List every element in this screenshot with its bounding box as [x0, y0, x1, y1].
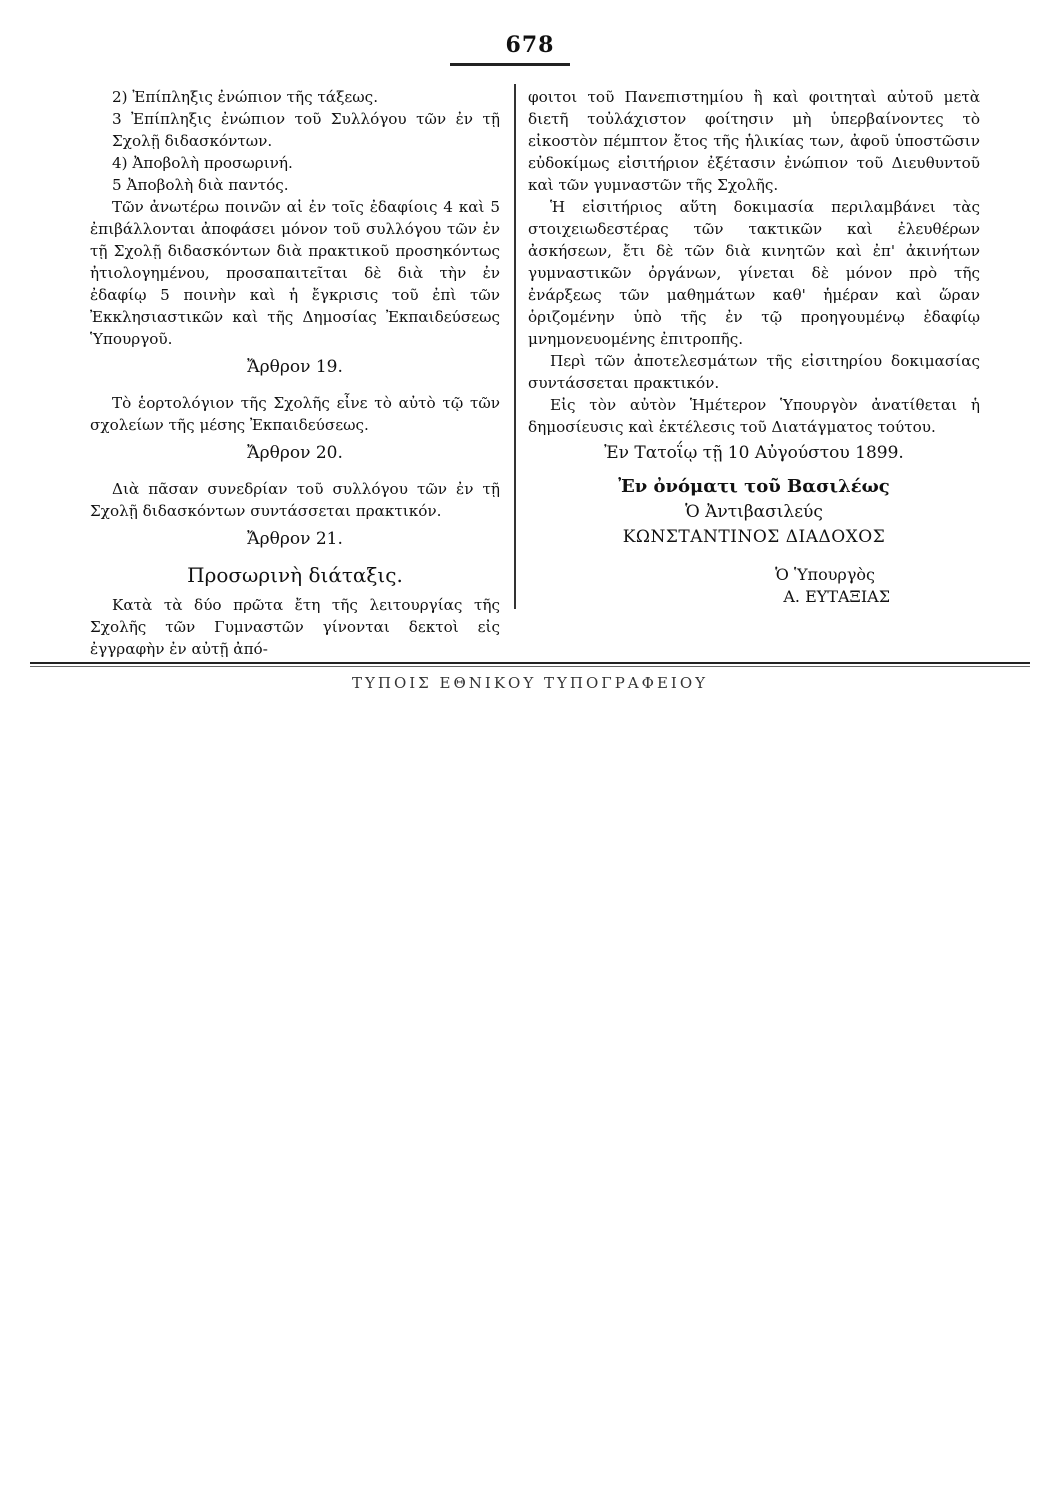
regent-name: ΚΩΝΣΤΑΝΤΙΝΟΣ ΔΙΑΔΟΧΟΣ: [622, 527, 886, 547]
regent-title: Ὁ Ἀντιβασιλεύς: [685, 502, 823, 522]
footer-rule-thin: [30, 666, 1030, 667]
paragraph: Τῶν ἀνωτέρω ποινῶν αἱ ἐν τοῖς ἐδαφίοις 4 καὶ 5 ἐπιβάλλονται ἀποφάσει μόνον τοῦ συλλόγου τῶν ἐν τῇ Σχολῇ διδασκόντων διὰ πρακτικοῦ προσηκόντως ἠτιολογημένου, προσαπαιτεῖται δὲ διὰ τὴν ἐν ἐδαφίῳ 5 ποινὴν καὶ ἡ ἔγκρισις τοῦ ἐπὶ τῶν Ἐκκλησιαστικῶν καὶ τῆς Δημοσίας Ἐκπαιδεύσεως Ὑπουργοῦ.: [90, 198, 500, 348]
minister-label: Ὁ Ὑπουργὸς: [775, 565, 875, 584]
signature-block: [528, 474, 980, 608]
footer-rule: [30, 662, 1030, 664]
paragraph: φοιτοι τοῦ Πανεπιστημίου ἢ καὶ φοιτηταὶ αὐτοῦ μετὰ διετῆ τοὐλάχιστον φοίτησιν μὴ ὑπερβαίνοντες τὸ εἰκοστὸν πέμπτον ἔτος τῆς ἡλικίας των, ἀφοῦ ὑποστῶσιν εὐδοκίμως εἰσιτήριον ἐξέτασιν ἐνώπιον τοῦ Διευθυντοῦ καὶ τῶν γυμναστῶν τῆς Σχολῆς.: [528, 88, 980, 194]
list-item: 3 Ἐπίπληξις ἐνώπιον τοῦ Συλλόγου τῶν ἐν τῇ Σχολῇ διδασκόντων.: [112, 110, 500, 150]
minister-name: Α. ΕΥΤΑΞΙΑΣ: [783, 587, 890, 606]
list-item: 4) Ἀποβολὴ προσωρινή.: [112, 154, 293, 172]
right-column: [528, 86, 980, 608]
in-name-of-king: Ἐν ὀνόματι τοῦ Βασιλέως: [618, 476, 890, 497]
printer-imprint: ΤΥΠΟΙΣ ΕΘΝΙΚΟΥ ΤΥΠΟΓΡΑΦΕΙΟΥ: [351, 674, 709, 692]
paragraph: Περὶ τῶν ἀποτελεσμάτων τῆς εἰσιτηρίου δοκιμασίας συντάσσεται πρακτικόν.: [528, 352, 980, 392]
article-20-title: Ἄρθρον 20.: [247, 443, 343, 463]
date-line: Ἐν Τατοΐῳ τῇ 10 Αὐγούστου 1899.: [604, 443, 904, 463]
paragraph: Τὸ ἑορτολόγιον τῆς Σχολῆς εἶνε τὸ αὐτὸ τῷ τῶν σχολείων τῆς μέσης Ἐκπαιδεύσεως.: [90, 394, 500, 434]
left-column: [90, 86, 500, 660]
list-item: 5 Ἀποβολὴ διὰ παντός.: [112, 176, 289, 194]
article-19-title: Ἄρθρον 19.: [247, 357, 343, 377]
paragraph: Ἡ εἰσιτήριος αὕτη δοκιμασία περιλαμβάνει τὰς στοιχειωδεστέρας τῶν τακτικῶν καὶ ἐλευθέρων ἀσκήσεων, ἔτι δὲ τῶν διὰ κινητῶν καὶ ἐπ' ἀκινήτων γυμναστικῶν ὀργάνων, γίνεται δὲ μόνον πρὸ τῆς ἐνάρξεως τῶν μαθημάτων καθ' ἡμέραν καὶ ὥραν ὁριζομένην ὑπὸ τῆς ἐν τῷ προηγουμένῳ ἐδαφίῳ μνημονευομένης ἐπιτροπῆς.: [528, 198, 980, 348]
paragraph: Κατὰ τὰ δύο πρῶτα ἔτη τῆς λειτουργίας τῆς Σχολῆς τῶν Γυμναστῶν γίνονται δεκτοὶ εἰς ἐγγραφὴν ἐν αὐτῇ ἀπό-: [90, 596, 500, 658]
page-number: 678: [505, 32, 555, 58]
column-divider: [514, 84, 516, 609]
paragraph: Εἰς τὸν αὐτὸν Ἡμέτερον Ὑπουργὸν ἀνατίθεται ἡ δημοσίευσις καὶ ἐκτέλεσις τοῦ Διατάγματος τούτου.: [528, 396, 980, 436]
list-item: 2) Ἐπίπληξις ἐνώπιον τῆς τάξεως.: [112, 88, 379, 106]
section-title: Προσωρινὴ διάταξις.: [187, 563, 403, 587]
article-21-title: Ἄρθρον 21.: [247, 529, 343, 549]
header-rule: [450, 63, 570, 66]
paragraph: Διὰ πᾶσαν συνεδρίαν τοῦ συλλόγου τῶν ἐν τῇ Σχολῇ διδασκόντων συντάσσεται πρακτικόν.: [90, 480, 500, 520]
